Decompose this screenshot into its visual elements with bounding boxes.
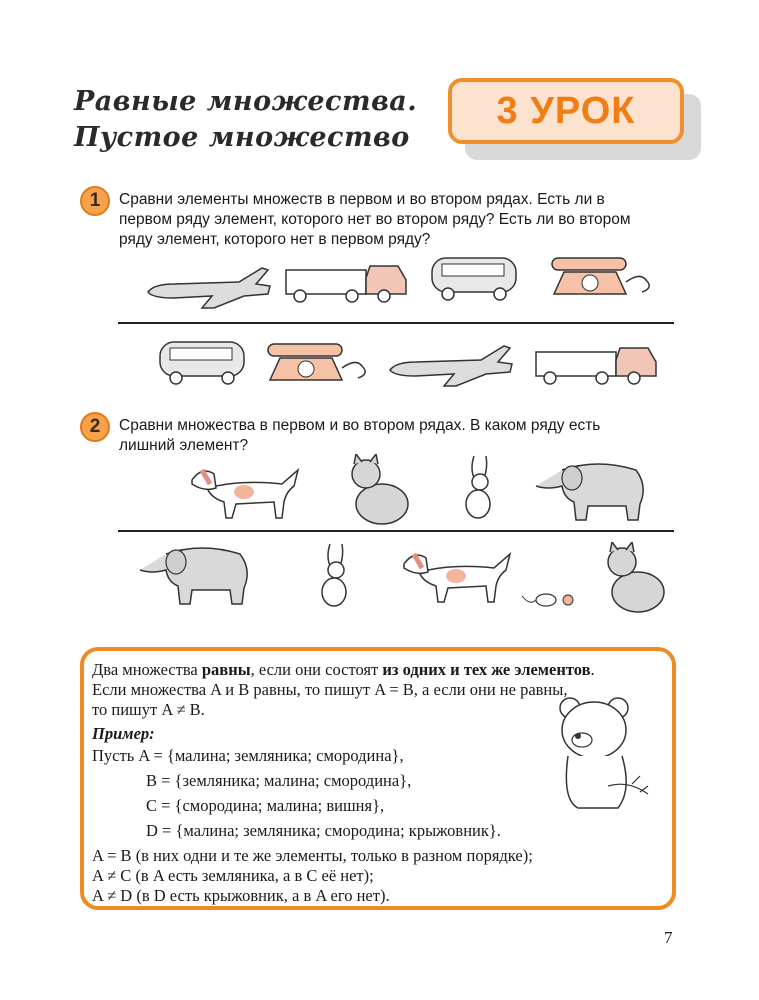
row-divider [118,530,674,532]
bold-term: равны [201,660,251,679]
row-divider [118,322,674,324]
set-a-line: Пусть A = {малина; земляника; смородина}, [92,746,404,765]
airplane-icon [144,262,274,312]
task-1-line: ряду элемент, которого нет в первом ряду? [119,231,431,248]
example-label: Пример: [92,724,155,743]
task-2-line: Сравни множества в первом и во втором рядах. В каком ряду есть [119,417,601,434]
lesson-badge [448,78,684,144]
task-1-number: 1 [80,186,110,216]
page-number: 7 [664,928,673,947]
title-line-2: Пустое множество [74,122,410,153]
bold-term: из одних и тех же элементов [382,660,591,679]
set-b-line: B = {земляника; малина; смородина}, [146,771,412,790]
comparison-line: A ≠ C (в A есть земляника, а в C её нет); [92,866,374,885]
dog-icon [186,462,306,522]
dog-icon [398,546,518,606]
rabbit-icon [312,542,360,610]
telephone-icon [546,252,664,298]
text-fragment: . [590,660,595,679]
bus-icon [156,336,248,388]
elephant-icon [132,540,256,608]
cat-icon [340,454,414,526]
text-fragment: , если они состоят [250,660,383,679]
rabbit-icon [456,454,504,522]
set-d-line: D = {малина; земляника; смородина; крыжовник}. [146,821,501,840]
cat-icon [596,542,670,614]
definition-line [92,660,595,680]
task-2-line: лишний элемент? [119,437,249,454]
truck-icon [280,258,412,304]
task-1-line: Сравни элементы множеств в первом и во втором рядах. Есть ли в [119,191,605,208]
set-c-line: C = {смородина; малина; вишня}, [146,796,385,815]
page-title [74,84,417,156]
mouse-icon [520,588,578,612]
telephone-icon [262,338,380,386]
task-1-text [119,190,679,250]
comparison-line: A = B (в них одни и те же элементы, только в разном порядке); [92,846,533,865]
airplane-icon [386,340,516,392]
text-fragment: Два множества [92,660,202,679]
lesson-label: 3 УРОК [496,89,636,132]
truck-icon [530,340,662,386]
title-line-1: Равные множества. [74,86,418,117]
bear-icon [548,690,660,822]
elephant-icon [528,456,652,524]
definition-line: Если множества A и B равны, то пишут A = B, а если они не равны, [92,680,568,699]
task-1-line: первом ряду элемент, которого нет во втором ряду? Есть ли во втором [119,211,631,228]
task-2-number: 2 [80,412,110,442]
definition-line: то пишут A ≠ B. [92,700,205,719]
comparison-line: A ≠ D (в D есть крыжовник, а в A его нет). [92,886,390,905]
bus-icon [428,252,520,302]
task-2-text [119,416,679,456]
